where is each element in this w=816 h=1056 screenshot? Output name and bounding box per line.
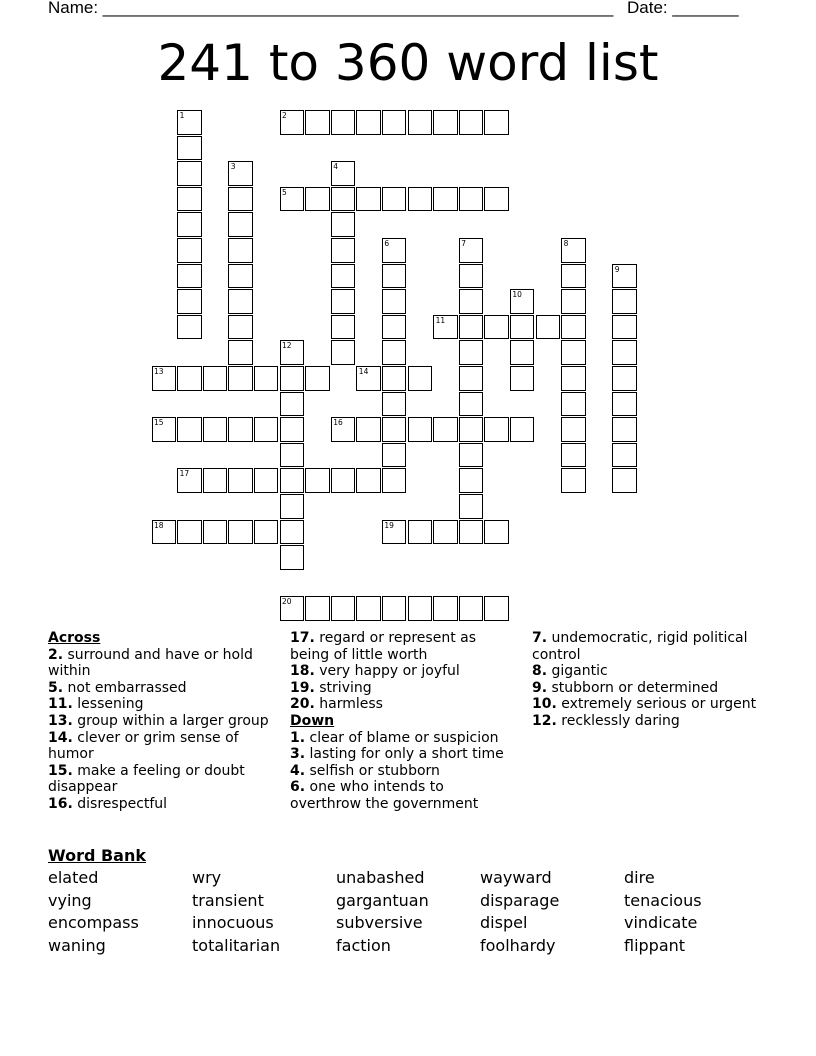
- clue-number-label: 16.: [48, 795, 73, 812]
- clue-number-label: 20.: [290, 696, 315, 713]
- grid-cell[interactable]: [561, 468, 586, 493]
- clue-item: [290, 630, 518, 663]
- clue-item: [290, 730, 518, 747]
- grid-cell[interactable]: [382, 468, 407, 493]
- grid-cell[interactable]: [459, 520, 484, 545]
- clue-item: [532, 713, 760, 730]
- word-bank-word: dispel: [480, 913, 528, 933]
- grid-cell[interactable]: [612, 315, 637, 340]
- word-bank-word: totalitarian: [192, 935, 281, 955]
- clue-number-label: 11.: [48, 696, 73, 713]
- clue-number-label: 17.: [290, 630, 315, 646]
- clue-number: 15: [154, 418, 164, 428]
- grid-cell[interactable]: [305, 596, 330, 621]
- grid-cell[interactable]: [382, 315, 407, 340]
- down-clues-part-1: [290, 730, 518, 813]
- grid-cell[interactable]: [382, 417, 407, 442]
- grid-cell[interactable]: [459, 392, 484, 417]
- grid-cell[interactable]: [433, 110, 458, 135]
- clue-number: 3: [230, 162, 236, 172]
- clue-number: 9: [614, 264, 620, 274]
- clue-number: 4: [333, 162, 338, 172]
- word-bank-word: encompass: [48, 913, 139, 933]
- grid-cell[interactable]: [280, 417, 305, 442]
- grid-cell[interactable]: [612, 289, 637, 314]
- clue-text: make a feeling or doubt disappear: [48, 762, 245, 796]
- clue-text: one who intends to overthrow the government: [290, 779, 479, 812]
- grid-cell[interactable]: [203, 468, 228, 493]
- clue-number: 13: [154, 367, 164, 376]
- grid-cell[interactable]: [612, 366, 637, 391]
- clue-item: [48, 696, 276, 713]
- grid-cell[interactable]: [177, 187, 202, 212]
- grid-cell[interactable]: [177, 212, 202, 237]
- grid-cell[interactable]: [254, 468, 279, 493]
- grid-cell[interactable]: [459, 417, 484, 442]
- clue-item: [532, 663, 760, 680]
- clue-number-label: 4.: [290, 762, 306, 779]
- grid-cell[interactable]: [228, 212, 253, 237]
- clue-number: 12: [282, 341, 292, 351]
- clue-number-label: 15.: [48, 762, 73, 779]
- grid-cell[interactable]: [152, 366, 177, 391]
- grid-cell[interactable]: [561, 443, 586, 468]
- grid-cell[interactable]: [305, 187, 330, 212]
- grid-cell[interactable]: [280, 443, 305, 468]
- clue-number: 17: [179, 469, 190, 479]
- clue-item: [290, 746, 518, 763]
- clue-number: 7: [461, 239, 466, 248]
- grid-cell[interactable]: [612, 264, 637, 289]
- clue-text: striving: [319, 679, 372, 696]
- grid-cell[interactable]: [254, 417, 279, 442]
- grid-cell[interactable]: [510, 417, 535, 442]
- grid-cell[interactable]: [280, 340, 305, 365]
- grid-cell[interactable]: [484, 110, 509, 135]
- grid-cell[interactable]: [408, 596, 433, 621]
- grid-cell[interactable]: [331, 596, 356, 621]
- grid-cell[interactable]: [612, 443, 637, 468]
- clue-text: selfish or stubborn: [309, 762, 440, 779]
- clue-number-label: 8.: [532, 663, 548, 680]
- grid-cell[interactable]: [459, 494, 484, 519]
- clue-item: [290, 680, 518, 697]
- grid-cell[interactable]: [612, 392, 637, 417]
- grid-cell[interactable]: [280, 596, 305, 621]
- grid-cell[interactable]: [433, 520, 458, 545]
- grid-cell[interactable]: [459, 315, 484, 340]
- clue-number: 1: [179, 111, 185, 120]
- clue-number-label: 13.: [48, 712, 73, 729]
- grid-cell[interactable]: [228, 187, 253, 212]
- clue-text: group within a larger group: [77, 712, 269, 729]
- word-bank-word: foolhardy: [480, 935, 556, 955]
- clue-number: 5: [282, 187, 287, 197]
- grid-cell[interactable]: [484, 520, 509, 545]
- word-bank-word: faction: [336, 935, 391, 955]
- grid-cell[interactable]: [561, 315, 586, 340]
- grid-cell[interactable]: [510, 289, 535, 314]
- grid-cell[interactable]: [177, 520, 202, 545]
- grid-cell[interactable]: [382, 443, 407, 468]
- clue-text: regard or represent as being of little worth: [290, 630, 477, 663]
- word-bank-word: elated: [48, 868, 99, 887]
- grid-cell[interactable]: [484, 596, 509, 621]
- grid-cell[interactable]: [459, 596, 484, 621]
- grid-cell[interactable]: [382, 187, 407, 212]
- clue-text: extremely serious or urgent: [561, 696, 757, 713]
- across-clues-part-2: [290, 630, 518, 713]
- grid-cell[interactable]: [612, 417, 637, 442]
- grid-cell[interactable]: [408, 187, 433, 212]
- date-field-label: Date: _______: [627, 0, 739, 17]
- grid-cell[interactable]: [177, 468, 202, 493]
- clue-item: [290, 663, 518, 680]
- word-bank-word: dire: [624, 868, 655, 887]
- grid-cell[interactable]: [382, 392, 407, 417]
- clue-number: 2: [282, 111, 287, 120]
- grid-cell[interactable]: [459, 340, 484, 365]
- grid-cell[interactable]: [254, 366, 279, 391]
- clue-number-label: 1.: [290, 729, 306, 746]
- grid-cell[interactable]: [382, 366, 407, 391]
- grid-cell[interactable]: [331, 161, 356, 186]
- grid-cell[interactable]: [356, 187, 381, 212]
- clues-column-2: [290, 630, 518, 813]
- grid-cell[interactable]: [382, 110, 407, 135]
- grid-cell[interactable]: [177, 238, 202, 263]
- clue-number: 20: [282, 597, 292, 607]
- clue-item: [48, 796, 276, 813]
- word-bank-word: unabashed: [336, 868, 425, 887]
- grid-cell[interactable]: [331, 417, 356, 442]
- clue-text: not embarrassed: [67, 679, 187, 696]
- grid-cell[interactable]: [228, 340, 253, 365]
- grid-cell[interactable]: [331, 340, 356, 365]
- clue-item: [532, 630, 760, 663]
- grid-cell[interactable]: [280, 110, 305, 135]
- grid-cell[interactable]: [228, 366, 253, 391]
- word-bank-word: tenacious: [624, 890, 702, 910]
- word-bank-word: disparage: [480, 890, 560, 910]
- clue-item: [48, 713, 276, 730]
- clue-text: very happy or joyful: [319, 663, 460, 680]
- word-bank-word: gargantuan: [336, 890, 429, 910]
- clue-number-label: 10.: [532, 696, 557, 713]
- grid-cell[interactable]: [612, 340, 637, 365]
- grid-cell[interactable]: [382, 289, 407, 314]
- grid-cell[interactable]: [280, 545, 305, 570]
- clues-column-1: [48, 630, 276, 813]
- clue-number-label: 19.: [290, 679, 315, 696]
- grid-cell[interactable]: [331, 468, 356, 493]
- grid-cell[interactable]: [331, 110, 356, 135]
- grid-cell[interactable]: [510, 366, 535, 391]
- grid-cell[interactable]: [356, 110, 381, 135]
- clue-text: stubborn or determined: [551, 679, 719, 696]
- grid-cell[interactable]: [305, 110, 330, 135]
- down-heading: Down: [290, 712, 335, 729]
- grid-cell[interactable]: [280, 392, 305, 417]
- grid-cell[interactable]: [228, 315, 253, 340]
- word-bank-word: subversive: [336, 913, 423, 933]
- clue-item: [290, 696, 518, 713]
- clue-number: 11: [435, 315, 446, 325]
- clue-number: 10: [512, 290, 522, 300]
- clue-number: 8: [563, 239, 569, 248]
- grid-cell[interactable]: [177, 289, 202, 314]
- grid-cell[interactable]: [152, 520, 177, 545]
- grid-cell[interactable]: [228, 238, 253, 263]
- clue-number-label: 12.: [532, 712, 557, 729]
- clue-number-label: 7.: [532, 630, 548, 646]
- clue-number-label: 18.: [290, 663, 315, 680]
- grid-cell[interactable]: [433, 596, 458, 621]
- grid-cell[interactable]: [331, 289, 356, 314]
- grid-cell[interactable]: [280, 187, 305, 212]
- grid-cell[interactable]: [408, 520, 433, 545]
- grid-cell[interactable]: [305, 468, 330, 493]
- clue-text: recklessly daring: [561, 712, 680, 729]
- clue-text: surround and have or hold within: [48, 646, 253, 680]
- clue-item: [48, 647, 276, 680]
- clue-text: lasting for only a short time: [309, 746, 504, 763]
- grid-cell[interactable]: [356, 468, 381, 493]
- grid-cell[interactable]: [305, 366, 330, 391]
- grid-cell[interactable]: [356, 417, 381, 442]
- grid-cell[interactable]: [177, 366, 202, 391]
- grid-cell[interactable]: [331, 315, 356, 340]
- grid-cell[interactable]: [433, 417, 458, 442]
- grid-cell[interactable]: [331, 187, 356, 212]
- grid-cell[interactable]: [331, 212, 356, 237]
- across-clues-part-1: [48, 647, 276, 813]
- grid-cell[interactable]: [228, 161, 253, 186]
- grid-cell[interactable]: [152, 417, 177, 442]
- clue-number: 19: [384, 520, 394, 530]
- grid-cell[interactable]: [203, 417, 228, 442]
- grid-cell[interactable]: [382, 520, 407, 545]
- grid-cell[interactable]: [561, 366, 586, 391]
- down-clues-part-2: [532, 630, 760, 730]
- grid-cell[interactable]: [177, 417, 202, 442]
- clue-text: gigantic: [551, 663, 608, 680]
- grid-cell[interactable]: [203, 520, 228, 545]
- clue-item: [48, 763, 276, 796]
- grid-cell[interactable]: [228, 417, 253, 442]
- grid-cell[interactable]: [408, 417, 433, 442]
- clue-number: 6: [384, 239, 390, 248]
- grid-cell[interactable]: [331, 264, 356, 289]
- clue-text: clear of blame or suspicion: [309, 729, 499, 746]
- grid-cell[interactable]: [510, 340, 535, 365]
- word-bank-word: vindicate: [624, 913, 698, 933]
- grid-cell[interactable]: [382, 238, 407, 263]
- grid-cell[interactable]: [561, 340, 586, 365]
- clue-text: disrespectful: [77, 795, 168, 812]
- grid-cell[interactable]: [459, 238, 484, 263]
- clue-number-label: 5.: [48, 679, 64, 696]
- clue-text: harmless: [319, 696, 383, 713]
- clue-item: [48, 680, 276, 697]
- name-field-label: Name: ______________________________________________________: [48, 0, 614, 17]
- clue-text: clever or grim sense of humor: [48, 729, 239, 763]
- grid-cell[interactable]: [459, 468, 484, 493]
- grid-cell[interactable]: [177, 110, 202, 135]
- word-bank-word: waning: [48, 935, 106, 955]
- grid-cell[interactable]: [408, 366, 433, 391]
- grid-cell[interactable]: [331, 238, 356, 263]
- word-bank-word: vying: [48, 890, 92, 910]
- grid-cell[interactable]: [433, 315, 458, 340]
- grid-cell[interactable]: [612, 468, 637, 493]
- grid-cell[interactable]: [254, 520, 279, 545]
- clue-text: lessening: [77, 696, 144, 713]
- grid-cell[interactable]: [203, 366, 228, 391]
- word-bank-word: wayward: [480, 868, 552, 887]
- clue-item: [532, 696, 760, 713]
- clue-number-label: 6.: [290, 779, 306, 796]
- grid-cell[interactable]: [382, 264, 407, 289]
- word-bank-word: transient: [192, 890, 264, 910]
- grid-cell[interactable]: [228, 264, 253, 289]
- grid-cell[interactable]: [228, 468, 253, 493]
- clue-text: undemocratic, rigid political control: [532, 630, 748, 663]
- grid-cell[interactable]: [356, 366, 381, 391]
- clue-number: 18: [154, 520, 164, 530]
- page-title: 241 to 360 word list: [157, 34, 659, 92]
- grid-cell[interactable]: [459, 289, 484, 314]
- grid-cell[interactable]: [177, 264, 202, 289]
- grid-cell[interactable]: [459, 110, 484, 135]
- grid-cell[interactable]: [177, 136, 202, 161]
- across-heading: Across: [48, 630, 101, 646]
- clue-number-label: 14.: [48, 729, 73, 746]
- word-bank-title: Word Bank: [48, 846, 147, 865]
- grid-cell[interactable]: [228, 289, 253, 314]
- clues-column-3: [532, 630, 760, 730]
- grid-cell[interactable]: [433, 187, 458, 212]
- word-bank-word: flippant: [624, 935, 686, 955]
- grid-cell[interactable]: [561, 289, 586, 314]
- grid-cell[interactable]: [280, 520, 305, 545]
- grid-cell[interactable]: [510, 315, 535, 340]
- word-bank-word: wry: [192, 868, 222, 887]
- grid-cell[interactable]: [561, 392, 586, 417]
- grid-cell[interactable]: [561, 264, 586, 289]
- grid-cell[interactable]: [561, 417, 586, 442]
- grid-cell[interactable]: [408, 110, 433, 135]
- grid-cell[interactable]: [177, 161, 202, 186]
- clue-number: 14: [358, 367, 369, 376]
- grid-cell[interactable]: [459, 443, 484, 468]
- grid-cell[interactable]: [484, 417, 509, 442]
- clue-item: [48, 730, 276, 763]
- grid-cell[interactable]: [382, 340, 407, 365]
- grid-cell[interactable]: [561, 238, 586, 263]
- grid-cell[interactable]: [484, 187, 509, 212]
- grid-cell[interactable]: [459, 187, 484, 212]
- grid-cell[interactable]: [459, 366, 484, 391]
- grid-cell[interactable]: [459, 264, 484, 289]
- clue-item: [290, 779, 518, 812]
- clue-number-label: 9.: [532, 679, 548, 696]
- clue-number: 16: [333, 418, 343, 428]
- grid-cell[interactable]: [280, 366, 305, 391]
- grid-cell[interactable]: [280, 494, 305, 519]
- grid-cell[interactable]: [280, 468, 305, 493]
- clue-item: [532, 680, 760, 697]
- clue-number-label: 3.: [290, 746, 306, 763]
- grid-cell[interactable]: [382, 596, 407, 621]
- clue-number-label: 2.: [48, 646, 64, 663]
- grid-cell[interactable]: [484, 315, 509, 340]
- word-bank-word: innocuous: [192, 913, 274, 933]
- clue-item: [290, 763, 518, 780]
- grid-cell[interactable]: [356, 596, 381, 621]
- grid-cell[interactable]: [177, 315, 202, 340]
- grid-cell[interactable]: [228, 520, 253, 545]
- grid-cell[interactable]: [536, 315, 561, 340]
